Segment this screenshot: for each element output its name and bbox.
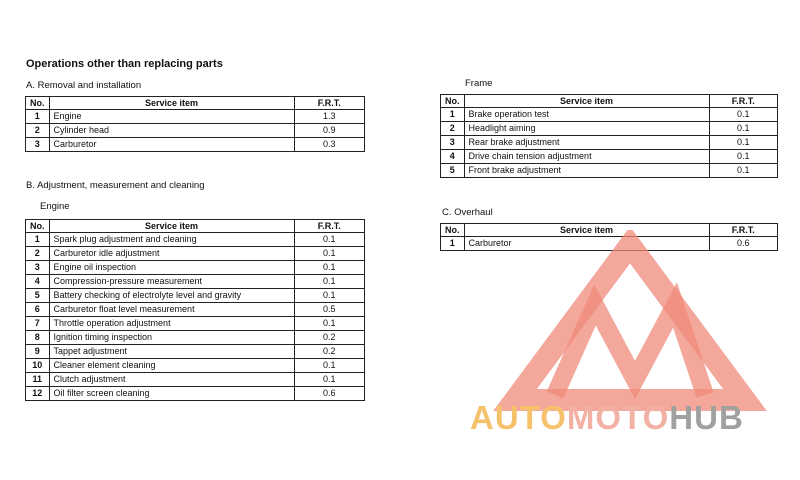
frt-value-cell: 0.1 <box>294 317 365 331</box>
col-header-service-item: Service item <box>464 95 709 108</box>
section-b-heading: B. Adjustment, measurement and cleaning <box>26 180 205 191</box>
table-row <box>26 124 365 138</box>
table-row <box>26 345 365 359</box>
row-number: 1 <box>26 233 50 247</box>
service-item-cell: Engine oil inspection <box>49 261 294 275</box>
service-item-cell: Carburetor <box>49 138 294 152</box>
table-row <box>441 150 778 164</box>
frt-value-cell: 0.2 <box>294 345 365 359</box>
frt-value-cell: 0.1 <box>294 359 365 373</box>
col-header-frt: F.R.T. <box>294 97 365 110</box>
col-header-no: No. <box>441 224 465 237</box>
row-number: 11 <box>26 373 50 387</box>
table-row <box>26 138 365 152</box>
col-header-service-item: Service item <box>49 97 294 110</box>
table-row <box>26 110 365 124</box>
service-item-cell: Engine <box>49 110 294 124</box>
row-number: 2 <box>26 124 50 138</box>
service-item-cell: Spark plug adjustment and cleaning <box>49 233 294 247</box>
service-item-cell: Throttle operation adjustment <box>49 317 294 331</box>
col-header-service-item: Service item <box>464 224 709 237</box>
row-number: 2 <box>441 122 465 136</box>
frame-table <box>440 94 778 178</box>
table-row <box>26 261 365 275</box>
row-number: 4 <box>26 275 50 289</box>
table-row <box>441 164 778 178</box>
table-row <box>26 387 365 401</box>
removal-installation-table <box>25 96 365 152</box>
row-number: 5 <box>26 289 50 303</box>
watermark-brand-text <box>470 399 744 437</box>
section-c-heading: C. Overhaul <box>442 207 493 218</box>
row-number: 3 <box>441 136 465 150</box>
service-item-cell: Ignition timing inspection <box>49 331 294 345</box>
service-item-cell: Rear brake adjustment <box>464 136 709 150</box>
watermark-hub: HUB <box>669 399 744 436</box>
row-number: 7 <box>26 317 50 331</box>
frt-value-cell: 0.1 <box>709 122 778 136</box>
col-header-service-item: Service item <box>49 220 294 233</box>
service-item-cell: Cylinder head <box>49 124 294 138</box>
col-header-no: No. <box>26 97 50 110</box>
frt-value-cell: 0.6 <box>709 237 778 251</box>
service-item-cell: Headlight aiming <box>464 122 709 136</box>
service-item-cell: Drive chain tension adjustment <box>464 150 709 164</box>
watermark-moto: MOTO <box>566 399 670 436</box>
service-item-cell: Tappet adjustment <box>49 345 294 359</box>
col-header-frt: F.R.T. <box>709 224 778 237</box>
service-item-cell: Clutch adjustment <box>49 373 294 387</box>
table-row <box>26 373 365 387</box>
frt-value-cell: 0.1 <box>294 373 365 387</box>
service-item-cell: Oil filter screen cleaning <box>49 387 294 401</box>
frt-value-cell: 0.1 <box>294 289 365 303</box>
frt-value-cell: 0.1 <box>294 233 365 247</box>
row-number: 1 <box>26 110 50 124</box>
service-item-cell: Carburetor float level measurement <box>49 303 294 317</box>
table-row <box>26 275 365 289</box>
service-item-cell: Carburetor idle adjustment <box>49 247 294 261</box>
row-number: 9 <box>26 345 50 359</box>
section-a-heading: A. Removal and installation <box>26 80 142 91</box>
table-row <box>26 303 365 317</box>
service-item-cell: Carburetor <box>464 237 709 251</box>
page-title: Operations other than replacing parts <box>26 58 223 70</box>
col-header-frt: F.R.T. <box>709 95 778 108</box>
service-item-cell: Battery checking of electrolyte level and gravity <box>49 289 294 303</box>
row-number: 2 <box>26 247 50 261</box>
row-number: 10 <box>26 359 50 373</box>
frame-heading: Frame <box>465 78 493 89</box>
service-item-cell: Front brake adjustment <box>464 164 709 178</box>
frt-value-cell: 0.1 <box>294 261 365 275</box>
table-row <box>26 331 365 345</box>
table-row <box>26 359 365 373</box>
frt-value-cell: 0.1 <box>294 275 365 289</box>
table-row <box>26 289 365 303</box>
row-number: 5 <box>441 164 465 178</box>
row-number: 4 <box>441 150 465 164</box>
service-item-cell: Cleaner element cleaning <box>49 359 294 373</box>
frt-value-cell: 0.1 <box>294 247 365 261</box>
col-header-no: No. <box>441 95 465 108</box>
table-row <box>26 233 365 247</box>
col-header-no: No. <box>26 220 50 233</box>
row-number: 12 <box>26 387 50 401</box>
row-number: 3 <box>26 261 50 275</box>
service-item-cell: Compression-pressure measurement <box>49 275 294 289</box>
table-row <box>441 136 778 150</box>
frt-value-cell: 1.3 <box>294 110 365 124</box>
watermark-auto: AUTO <box>470 399 567 436</box>
row-number: 6 <box>26 303 50 317</box>
row-number: 1 <box>441 108 465 122</box>
frt-value-cell: 0.6 <box>294 387 365 401</box>
table-row <box>441 122 778 136</box>
row-number: 8 <box>26 331 50 345</box>
frt-value-cell: 0.1 <box>709 164 778 178</box>
col-header-frt: F.R.T. <box>294 220 365 233</box>
frt-value-cell: 0.5 <box>294 303 365 317</box>
frt-value-cell: 0.2 <box>294 331 365 345</box>
frt-value-cell: 0.9 <box>294 124 365 138</box>
engine-heading: Engine <box>40 201 70 212</box>
frt-value-cell: 0.1 <box>709 150 778 164</box>
frt-value-cell: 0.1 <box>709 108 778 122</box>
engine-table <box>25 219 365 401</box>
table-row <box>441 108 778 122</box>
table-row <box>26 317 365 331</box>
row-number: 3 <box>26 138 50 152</box>
frt-value-cell: 0.1 <box>709 136 778 150</box>
table-row <box>26 247 365 261</box>
service-item-cell: Brake operation test <box>464 108 709 122</box>
row-number: 1 <box>441 237 465 251</box>
frt-value-cell: 0.3 <box>294 138 365 152</box>
